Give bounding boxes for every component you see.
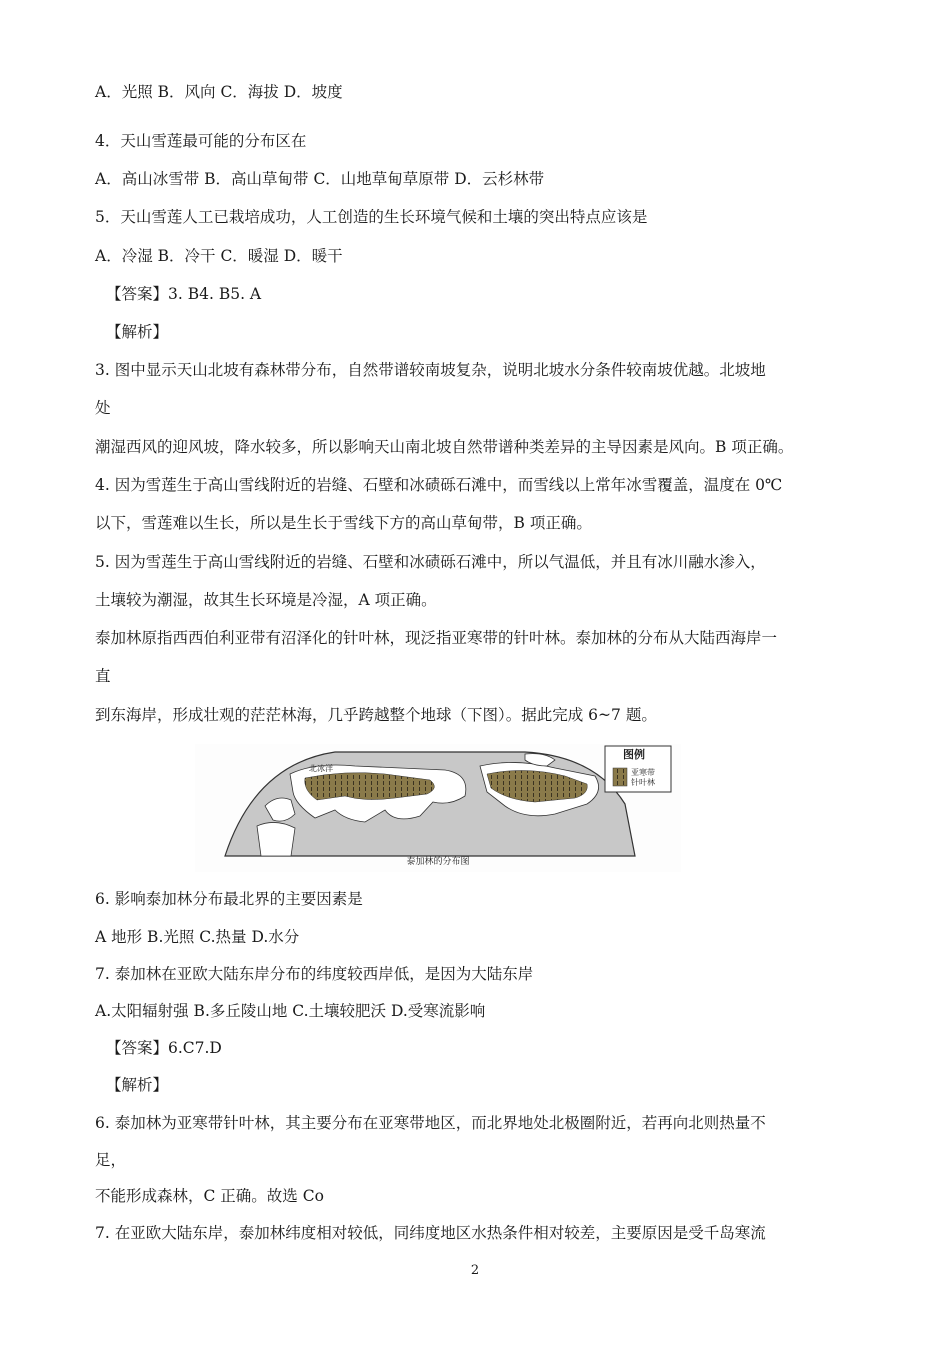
text-line: 土壤较为潮湿，故其生长环境是冷湿，A 项正确。: [95, 591, 437, 609]
text-line: A.太阳辐射强 B.多丘陵山地 C.土壤较肥沃 D.受寒流影响: [95, 1002, 486, 1020]
text-line: 以下，雪莲难以生长，所以是生长于雪线下方的高山草甸带，B 项正确。: [95, 514, 592, 532]
text-line: A．高山冰雪带 B．高山草甸带 C．山地草甸草原带 D．云杉林带: [95, 170, 545, 188]
map-graphic: [195, 744, 681, 872]
text-line: 4. 因为雪莲生于高山雪线附近的岩缝、石壁和冰碛砾石滩中，而雪线以上常年冰雪覆盖，温度在 0℃: [95, 476, 783, 494]
legend-title: 图例: [623, 748, 645, 761]
analysis-heading: 【解析】: [106, 1076, 169, 1094]
page-number: 2: [470, 1263, 480, 1278]
text-line: 5．天山雪莲人工已栽培成功，人工创造的生长环境气候和土壤的突出特点应该是: [95, 208, 648, 226]
text-line: 泰加林原指西西伯利亚带有沼泽化的针叶林，现泛指亚寒带的针叶林。泰加林的分布从大陆西海岸一: [95, 629, 778, 647]
text-line: 7. 在亚欧大陆东岸，泰加林纬度相对较低，同纬度地区水热条件相对较差，主要原因是受千岛寒流: [95, 1224, 766, 1242]
taiga-distribution-map: [195, 744, 681, 872]
answer-line: 【答案】3. B4. B5. A: [106, 285, 262, 303]
text-line: A．光照 B．风向 C．海拔 D．坡度: [95, 83, 343, 101]
legend-item-1: 亚寒带: [631, 768, 655, 777]
figure-caption: 泰加林的分布图: [406, 857, 470, 867]
text-line: 不能形成森林，C 正确。故选 Co: [95, 1187, 324, 1205]
text-line: A 地形 B.光照 C.热量 D.水分: [95, 928, 300, 946]
text-line: 到东海岸，形成壮观的茫茫林海，几乎跨越整个地球（下图）。据此完成 6~7 题。: [95, 706, 657, 724]
analysis-heading: 【解析】: [106, 323, 169, 341]
legend-item-2: 针叶林: [631, 778, 655, 787]
text-line: 潮湿西风的迎风坡，降水较多，所以影响天山南北坡自然带谱种类差异的主导因素是风向。B 项正确。: [95, 438, 794, 456]
text-line: 3. 图中显示天山北坡有森林带分布，自然带谱较南坡复杂，说明北坡水分条件较南坡优越。北坡地: [95, 361, 766, 379]
text-line: 处: [95, 399, 111, 417]
map-label: 北冰洋: [309, 764, 333, 773]
text-line: 直: [95, 667, 111, 685]
text-line: 足，: [95, 1151, 127, 1169]
text-line: 6. 泰加林为亚寒带针叶林，其主要分布在亚寒带地区，而北界地处北极圈附近，若再向北则热量不: [95, 1114, 766, 1132]
text-line: 4．天山雪莲最可能的分布区在: [95, 132, 307, 150]
text-line: A．冷湿 B．冷干 C．暖湿 D．暖干: [95, 247, 343, 265]
answer-line: 【答案】6.C7.D: [106, 1039, 222, 1057]
text-line: 6. 影响泰加林分布最北界的主要因素是: [95, 890, 363, 908]
text-line: 5. 因为雪莲生于高山雪线附近的岩缝、石壁和冰碛砾石滩中，所以气温低，并且有冰川融水渗入，: [95, 553, 766, 571]
text-line: 7. 泰加林在亚欧大陆东岸分布的纬度较西岸低，是因为大陆东岸: [95, 965, 534, 983]
